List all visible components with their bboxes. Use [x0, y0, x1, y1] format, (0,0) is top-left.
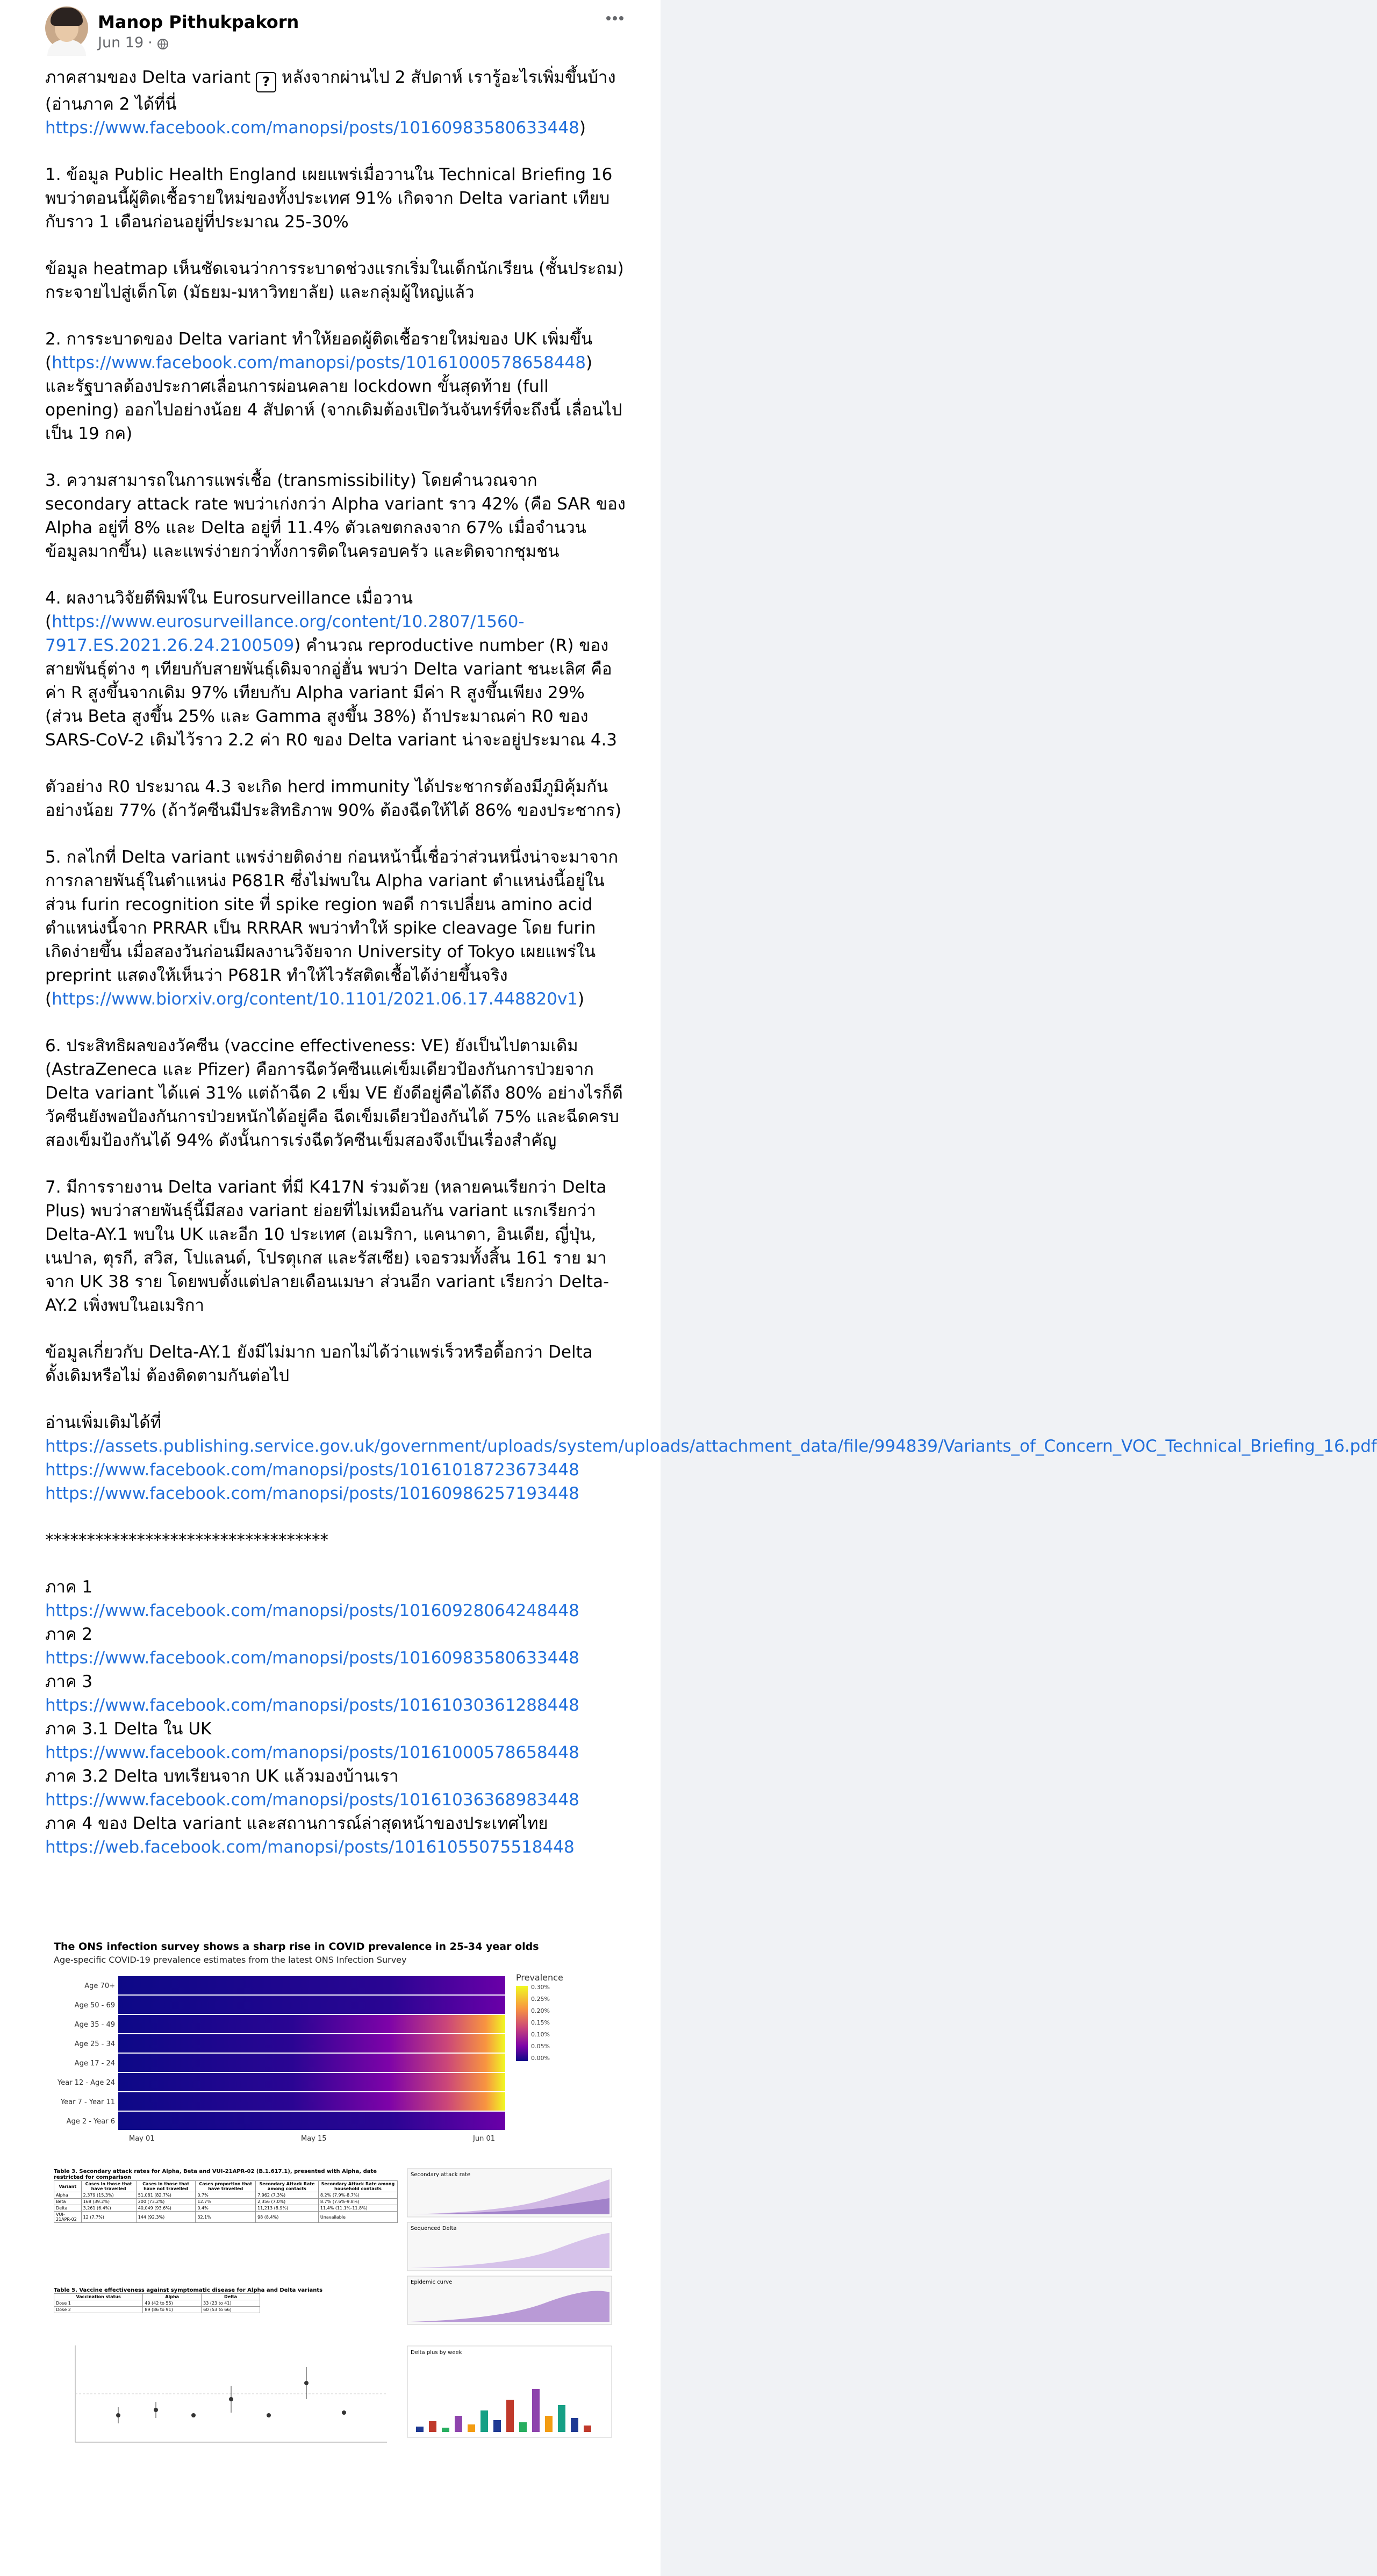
- post-text-segment: หลังจากผ่านไป 2 สัปดาห์ เรารู้อะไรเพิ่มขึ้นบ้าง (อ่านภาค 2 ได้ที่นี่: [45, 68, 621, 114]
- mini-title-3: Epidemic curve: [411, 2279, 453, 2285]
- post-text-segment: ภาค 2: [45, 1625, 93, 1644]
- mini-bar: [429, 2421, 436, 2432]
- post-paragraph: [45, 1340, 626, 1388]
- legend-tick: 0.15%: [531, 2019, 550, 2026]
- table-cell: 33 (23 to 41): [202, 2300, 260, 2307]
- heatmap-age-label: Year 7 - Year 11: [60, 2098, 115, 2106]
- post-paragraph: [45, 469, 631, 563]
- svg-text:Prevalence: Prevalence: [516, 1972, 563, 1983]
- post-paragraph: [45, 775, 626, 822]
- post-link[interactable]: https://assets.publishing.service.gov.uk/government/uploads/system/uploads/attachment_data/file/994839/Variants_of_Concern_VOC_Technical_Briefing_16.pdf: [45, 1437, 1377, 1456]
- post-link[interactable]: https://www.facebook.com/manopsi/posts/10161000578658448: [52, 353, 586, 372]
- table-cell: Beta: [54, 2199, 82, 2205]
- table-cell: 3,261 (6.4%): [81, 2205, 136, 2212]
- heatmap-age-label: Age 50 - 69: [74, 2001, 115, 2010]
- heatmap-row: [118, 1976, 505, 1994]
- post-text-segment: ) คำนวณ reproductive number (R) ของสายพันธุ์ต่าง ๆ เทียบกับสายพันธุ์เดิมจากอู่ฮั่น พบว่า Delta variant ชนะเลิศ คือค่า R สูงขึ้นจากเดิม 97% เทียบกับ Alpha variant มีค่า R สูงขึ้นเพียง 29% (ส่วน Beta สูงขึ้น 25% และ Gamma สูงขึ้น 38%) ถ้าประมาณค่า R0 ของ SARS-CoV-2 เดิมไว้ราว 2.2 ค่า R0 ของ Delta variant น่าจะอยู่ประมาณ 4.3: [45, 636, 618, 750]
- table-cell: 8.7% (7.6%-9.8%): [318, 2199, 397, 2205]
- legend-tick: 0.10%: [531, 2031, 550, 2038]
- table-cell: Dose 1: [54, 2300, 143, 2307]
- heatmap-age-label: Age 70+: [84, 1982, 115, 1990]
- heatmap-row: [118, 2034, 505, 2053]
- post-link[interactable]: https://www.facebook.com/manopsi/posts/10161000578658448: [45, 1743, 579, 1762]
- post-text-segment: ภาค 1: [45, 1577, 98, 1597]
- table-row: [54, 2212, 398, 2223]
- question-emoji-icon: ?: [256, 72, 276, 92]
- post-text-segment: 6. ประสิทธิผลของวัคซีน (vaccine effectiveness: VE) ยังเป็นไปตามเดิม (AstraZeneca และ Pfizer) คือการฉีดวัคซีนแค่เข็มเดียวป้องกันการป่วยจาก Delta variant ได้แค่ 31% แต่ถ้าฉีด 2 เข็ม VE ยังดีอยู่คือได้ถึง 80% อย่างไรก็ดี วัคซีนยังพอป้องกันการป่วยหนักได้อยู่คือ ฉีดเข็มเดียวป้องกันได้ 75% และฉีดครบสองเข็มป้องกันได้ 94% ดังนั้นการเร่งฉีดวัคซีนเข็มสองจึงเป็นเรื่องสำคัญ: [45, 1036, 628, 1150]
- heatmap-row: [118, 2054, 505, 2072]
- table-row: [54, 2307, 260, 2313]
- table-cell: 168 (39.2%): [81, 2199, 136, 2205]
- meta-separator: ·: [148, 34, 153, 51]
- table-header: Variant: [54, 2181, 82, 2192]
- post-link[interactable]: https://www.biorxiv.org/content/10.1101/2021.06.17.448820v1: [52, 989, 578, 1009]
- post-paragraph: [45, 1034, 626, 1152]
- table-cell: 32.1%: [196, 2212, 256, 2223]
- prevalence-heatmap: [54, 1970, 613, 2163]
- post-text-segment: **********************************: [45, 1531, 328, 1550]
- vaccine-effectiveness-table: [54, 2293, 260, 2313]
- table-cell: VUI-21APR-02: [54, 2212, 82, 2223]
- post-text-segment: 1. ข้อมูล Public Health England เผยแพร่เมื่อวานใน Technical Briefing 16 พบว่าตอนนี้ผู้ติดเชื้อรายใหม่ของทั้งประเทศ 91% เกิดจาก Delta variant เทียบกับราว 1 เดือนก่อนอยู่ที่ประมาณ 25-30%: [45, 165, 618, 232]
- post-text-segment: ข้อมูล heatmap เห็นชัดเจนว่าการระบาดช่วงแรกเริ่มในเด็กนักเรียน (ชั้นประถม) กระจายไปสู่เด็กโต (มัธยม-มหาวิทยาลัย) และกลุ่มผู้ใหญ่แล้ว: [45, 259, 629, 302]
- table-cell: 89 (86 to 91): [143, 2307, 202, 2313]
- heatmap-x-label: Jun 01: [473, 2135, 495, 2143]
- post-link[interactable]: https://www.facebook.com/manopsi/posts/10160986257193448: [45, 1484, 579, 1503]
- more-options-icon[interactable]: [603, 10, 627, 33]
- mini-bar: [480, 2410, 488, 2432]
- table-header: Vaccination status: [54, 2294, 143, 2300]
- heatmap-age-label: Age 35 - 49: [74, 2021, 115, 2029]
- table-header: Secondary Attack Rate among household contacts: [318, 2181, 397, 2192]
- heatmap-age-label: Age 17 - 24: [74, 2060, 115, 2068]
- table-cell: 200 (73.2%): [136, 2199, 196, 2205]
- post-paragraph: [45, 586, 626, 752]
- post-paragraph: [45, 257, 629, 304]
- post-header: [0, 0, 661, 59]
- table-header: Alpha: [143, 2294, 202, 2300]
- table-cell: 40,049 (93.6%): [136, 2205, 196, 2212]
- post-text-segment: อ่านเพิ่มเติมได้ที่: [45, 1413, 162, 1432]
- mini-bar: [558, 2405, 565, 2432]
- table-cell: 51,081 (82.7%): [136, 2192, 196, 2199]
- table-cell: 11,213 (8.9%): [256, 2205, 319, 2212]
- legend-tick: 0.20%: [531, 2007, 550, 2014]
- table-cell: Alpha: [54, 2192, 82, 2199]
- mini-bar: [455, 2416, 462, 2432]
- mini-bar: [545, 2416, 553, 2432]
- secondary-attack-table: [54, 2180, 398, 2223]
- post-paragraph: [45, 845, 626, 1011]
- effectiveness-dotplot: [54, 2335, 398, 2458]
- post-text-segment: ข้อมูลเกี่ยวกับ Delta-AY.1 ยังมีไม่มาก บอกไม่ได้ว่าแพร่เร็วหรือดื้อกว่า Delta ดั้งเดิมหรือไม่ ต้องติดตามกันต่อไป: [45, 1343, 598, 1386]
- post-link[interactable]: https://www.eurosurveillance.org/content/10.2807/1560-7917.ES.2021.26.24.2100509: [45, 612, 525, 655]
- heatmap-row: [118, 2073, 505, 2091]
- table-cell: Unavailable: [318, 2212, 397, 2223]
- post-paragraph: [45, 163, 626, 234]
- heatmap-age-label: Year 12 - Age 24: [58, 2079, 115, 2087]
- figure-tables: [54, 2169, 398, 2545]
- post-paragraph: [45, 1529, 626, 1552]
- table-cell: 12.7%: [196, 2199, 256, 2205]
- table-cell: 49 (42 to 55): [143, 2300, 202, 2307]
- mini-bar: [571, 2418, 578, 2432]
- avatar[interactable]: [45, 6, 88, 49]
- post-text-segment: ภาคสามของ Delta variant: [45, 68, 256, 87]
- post-link[interactable]: https://www.facebook.com/manopsi/posts/10161036368983448: [45, 1790, 579, 1810]
- table-cell: 98 (8.4%): [256, 2212, 319, 2223]
- table-cell: Delta: [54, 2205, 82, 2212]
- table-header: Delta: [202, 2294, 260, 2300]
- post-text-segment: ): [579, 118, 586, 138]
- post-link[interactable]: https://www.facebook.com/manopsi/posts/10160983580633448: [45, 1648, 579, 1668]
- post-text-segment: 3. ความสามารถในการแพร่เชื้อ (transmissibility) โดยคำนวณจาก secondary attack rate พบว่าเก่งกว่า Alpha variant ราว 42% (คือ SAR ของ Alpha อยู่ที่ 8% และ Delta อยู่ที่ 11.4% ตัวเลขตกลงจาก 67% เมื่อจำนวนข้อมูลมากขึ้น) และแพร่ง่ายกว่าทั้งการติดในครอบครัว และติดจากชุมชน: [45, 471, 631, 561]
- post-text-segment: 2. การระบาดของ Delta variant ทำให้ยอดผู้ติดเชื้อรายใหม่ของ UK เพิ่มขึ้น (: [45, 329, 598, 372]
- post-link[interactable]: https://www.facebook.com/manopsi/posts/10161018723673448: [45, 1460, 579, 1480]
- heatmap-age-label: Age 2 - Year 6: [66, 2118, 115, 2126]
- mini-bar: [532, 2389, 540, 2432]
- figure-subtitle: Age-specific COVID-19 prevalence estimates from the latest ONS Infection Survey: [54, 1955, 407, 1965]
- table-cell: 2,356 (7.0%): [256, 2199, 319, 2205]
- table-header: Secondary Attack Rate among contacts: [256, 2181, 319, 2192]
- post-meta: [98, 34, 169, 51]
- mini-bar: [442, 2428, 449, 2432]
- post-text-segment: ภาค 4 ของ Delta variant และสถานการณ์ล่าสุดหน้าของประเทศไทย: [45, 1814, 548, 1833]
- post-text-segment: 5. กลไกที่ Delta variant แพร่ง่ายติดง่าย ก่อนหน้านี้เชื่อว่าส่วนหนึ่งน่าจะมาจากการกลายพันธุ์ในตำแหน่ง P681R ซึ่งไม่พบใน Alpha variant ตำแหน่งนี้อยู่ในส่วน furin recognition site ที่ spike region พอดี การเปลี่ยน amino acid ตำแหน่งนี้จาก PRRAR เป็น RRRAR พบว่าทำให้ spike cleavage โดย furin เกิดง่ายขึ้น เมื่อสองวันก่อนมีผลงานวิจัยจาก University of Tokyo เผยแพร่ใน preprint แสดงให้เห็นว่า P681R ทำให้ไวรัสติดเชื้อได้ง่ายขึ้นจริง (: [45, 848, 619, 1009]
- legend-tick: 0.00%: [531, 2055, 550, 2062]
- post-text-segment: ภาค 3: [45, 1672, 93, 1691]
- globe-icon: [157, 37, 169, 49]
- table-cell: 2,379 (15.3%): [81, 2192, 136, 2199]
- mini-bar: [519, 2422, 527, 2432]
- table-header: Cases in those that have travelled: [81, 2181, 136, 2192]
- table-cell: Dose 2: [54, 2307, 143, 2313]
- legend-tick: 0.30%: [531, 1984, 550, 1991]
- post-paragraph: [45, 1575, 626, 1859]
- post-text-segment: ภาค 3.1 Delta ใน UK: [45, 1719, 212, 1739]
- mini-bar: [506, 2400, 514, 2432]
- heatmap-x-label: May 01: [129, 2135, 155, 2143]
- mini-title-1: Secondary attack rate: [411, 2172, 471, 2178]
- table-cell: 144 (92.3%): [136, 2212, 196, 2223]
- table-cell: 8.2% (7.9%-8.7%): [318, 2192, 397, 2199]
- table-cell: 0.4%: [196, 2205, 256, 2212]
- heatmap-age-label: Age 25 - 34: [74, 2040, 115, 2048]
- post-text-segment: ) และรัฐบาลต้องประกาศเลื่อนการผ่อนคลาย lockdown ขั้นสุดท้าย (full opening) ออกไปอย่างน้อย 4 สัปดาห์ (จากเดิมต้องเปิดวันจันทร์ที่จะถึงนี้ เลื่อนไปเป็น 19 กค): [45, 353, 622, 443]
- legend-tick: 0.25%: [531, 1996, 550, 2003]
- heatmap-row: [118, 2015, 505, 2033]
- mini-title-2: Sequenced Delta: [411, 2226, 457, 2231]
- post-link[interactable]: https://www.facebook.com/manopsi/posts/10160983580633448: [45, 118, 579, 138]
- table1-title: Table 3. Secondary attack rates for Alpha, Beta and VUI-21APR-02 (B.1.617.1), presented with Alpha, date restricted for comparison: [54, 2169, 377, 2180]
- post-image[interactable]: [45, 1938, 626, 2550]
- post-date[interactable]: Jun 19: [98, 34, 144, 51]
- mini-bar: [468, 2424, 475, 2432]
- post-text-segment: 4. ผลงานวิจัยตีพิมพ์ใน Eurosurveillance เมื่อวาน (: [45, 589, 418, 632]
- figure-title: The ONS infection survey shows a sharp rise in COVID prevalence in 25-34 year olds: [54, 1941, 539, 1953]
- mini-bar: [584, 2426, 591, 2432]
- table2-title: Table 5. Vaccine effectiveness against symptomatic disease for Alpha and Delta variants: [54, 2287, 323, 2293]
- table-row: [54, 2199, 398, 2205]
- heatmap-row: [118, 2112, 505, 2130]
- table-cell: 11.4% (11.1%-11.8%): [318, 2205, 397, 2212]
- post-text-segment: ตัวอย่าง R0 ประมาณ 4.3 จะเกิด herd immunity ได้ประชากรต้องมีภูมิคุ้มกันอย่างน้อย 77% (ถ้าวัคซีนมีประสิทธิภาพ 90% ต้องฉีดให้ได้ 86% ของประชากร): [45, 777, 622, 820]
- author-name[interactable]: Manop Pithukpakorn: [98, 12, 299, 32]
- legend-tick: 0.05%: [531, 2043, 550, 2050]
- table-header: Cases in those that have not travelled: [136, 2181, 196, 2192]
- figure-mini-charts: [405, 2169, 620, 2545]
- post-text-segment: 7. มีการรายงาน Delta variant ที่มี K417N ร่วมด้วย (หลายคนเรียกว่า Delta Plus) พบว่าสายพันธุ์นี้มีสอง variant ย่อยที่ไม่เหมือนกัน variant แรกเรียกว่า Delta-AY.1 พบใน UK และอีก 10 ประเทศ (อเมริกา, แคนาดา, อินเดีย, ญี่ปุ่น, เนปาล, ตุรกี, สวิส, โปแลนด์, โปรตุเกส และรัสเซีย) เจอรวมทั้งสิ้น 161 ราย มาจาก UK 38 ราย โดยพบตั้งแต่ปลายเดือนเมษา ส่วนอีก variant เรียกว่า Delta-AY.2 เพิ่งพบในอเมริกา: [45, 1178, 612, 1315]
- post-paragraph: [45, 1411, 1377, 1505]
- heatmap-row: [118, 2092, 505, 2111]
- post-text-segment: ): [578, 989, 585, 1009]
- post-link[interactable]: https://web.facebook.com/manopsi/posts/10161055075518448: [45, 1838, 575, 1857]
- table-row: [54, 2205, 398, 2212]
- mini-bar: [416, 2427, 424, 2432]
- table-cell: 0.7%: [196, 2192, 256, 2199]
- mini-title-4: Delta plus by week: [411, 2350, 462, 2356]
- post-link[interactable]: https://www.facebook.com/manopsi/posts/10160928064248448: [45, 1601, 579, 1620]
- table-header: Cases proportion that have travelled: [196, 2181, 256, 2192]
- post-link[interactable]: https://www.facebook.com/manopsi/posts/10161030361288448: [45, 1696, 579, 1715]
- post-text: [45, 66, 1377, 1882]
- heatmap-row: [118, 1996, 505, 2014]
- mini-bar: [493, 2420, 501, 2432]
- post-paragraph: [45, 66, 626, 140]
- post-paragraph: [45, 1175, 626, 1317]
- table-cell: 12 (7.7%): [81, 2212, 136, 2223]
- table-cell: 60 (53 to 66): [202, 2307, 260, 2313]
- table-row: [54, 2300, 260, 2307]
- table-row: [54, 2192, 398, 2199]
- post-text-segment: ภาค 3.2 Delta บทเรียนจาก UK แล้วมองบ้านเรา: [45, 1767, 399, 1786]
- heatmap-x-label: May 15: [301, 2135, 327, 2143]
- post-paragraph: [45, 327, 626, 446]
- table-cell: 7,962 (7.3%): [256, 2192, 319, 2199]
